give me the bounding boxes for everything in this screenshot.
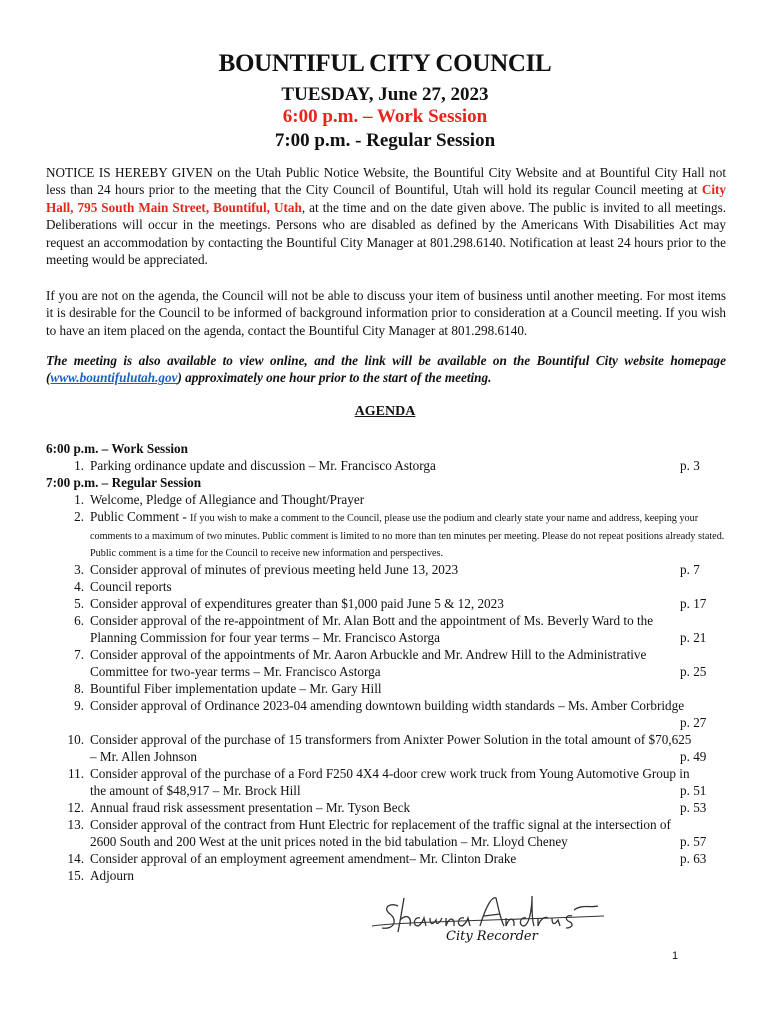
agenda-item-public-comment: 2. Public Comment - If you wish to make a comment to the Council, please use the podium and clearly state your name and address, keeping your comments to a maximum of two minutes. Public comment is limited to no more than ten minutes per meeting. Please do not repeat positions already stated. Public comment is a time for the Council to receive new information and perspectives. bbox=[74, 509, 725, 559]
city-website-link[interactable]: www.bountifulutah.gov bbox=[50, 370, 178, 386]
agenda-item: 1. Parking ordinance update and discussion – Mr. Francisco Astorga p. 3 bbox=[74, 458, 700, 473]
agenda-item: 10. Consider approval of the purchase of 15 transformers from Anixter Power Solution in the total amount of $70,625 – Mr. Allen Johnson p. 49 bbox=[67, 731, 707, 764]
agenda-item: 8. Bountiful Fiber implementation update – Mr. Gary Hill bbox=[74, 680, 382, 696]
public-notice-paragraph bbox=[46, 164, 726, 268]
meeting-location: City Hall, 795 South Main Street, Bountiful, Utah bbox=[46, 182, 726, 215]
regular-session-time: 7:00 p.m. - Regular Session bbox=[274, 130, 496, 151]
agenda-item: 5. Consider approval of expenditures greater than $1,000 paid June 5 & 12, 2023 p. 17 bbox=[74, 595, 707, 611]
meeting-date: TUESDAY, June 27, 2023 bbox=[281, 84, 489, 105]
agenda-item: 12. Annual fraud risk assessment presentation – Mr. Tyson Beck p. 53 bbox=[67, 799, 707, 815]
work-session-time: 6:00 p.m. – Work Session bbox=[282, 106, 488, 127]
online-text-1: The meeting is also available to view online, and the link will be available on the Bountiful City website homepage ( bbox=[46, 353, 726, 386]
city-recorder-label: City Recorder bbox=[446, 929, 538, 944]
agenda-item: 13. Consider approval of the contract from Hunt Electric for replacement of the traffic signal at the intersection of 2600 South and 200 West at the unit prices noted in the bid tabulation – Mr. Lloyd Cheney p. 57 bbox=[67, 816, 707, 849]
notice-text-1: NOTICE IS HEREBY GIVEN on the Utah Public Notice Website, the Bountiful City Website and at Bountiful City Hall not less than 24 hours prior to the meeting that the City Council of Bountiful, Utah will hold its regular Council meeting at bbox=[46, 165, 726, 198]
online-viewing-paragraph bbox=[46, 352, 726, 387]
agenda-request-paragraph: If you are not on the agenda, the Council will not be able to discuss your item of business until another meeting. For most items it is desirable for the Council to be informed of background information prior to consideration at a Council meeting. If you wish to have an item placed on the agenda, contact the Bountiful City Manager at 801.298.6140. bbox=[46, 288, 726, 338]
notice-text-2: , at the time and on the date given above. The public is invited to all meetings. Deliberations will occur in the meetings. Persons who are disabled as defined by the Americans With Disabilities Act may request an accommodation by contacting the Bountiful City Manager at 801.298.6140. Notification at least 24 hours prior to the meeting would be appreciated. bbox=[46, 199, 726, 268]
agenda-heading: AGENDA bbox=[354, 404, 416, 419]
agenda-item: 11. Consider approval of the purchase of a Ford F250 4X4 4-door crew work truck from Young Automotive Group in the amount of $48,917 – Mr. Brock Hill p. 51 bbox=[68, 765, 707, 798]
work-session-label: 6:00 p.m. – Work Session bbox=[46, 441, 188, 456]
agenda-item: 6. Consider approval of the re-appointment of Mr. Alan Bott and the appointment of Ms. Beverly Ward to the Planning Commission for four year terms – Mr. Francisco Astorga p. 21 bbox=[74, 612, 707, 645]
agenda-list bbox=[46, 440, 728, 884]
agenda-item: 9. Consider approval of Ordinance 2023-04 amending downtown building width standards – Ms. Amber Corbridge p. 27 bbox=[74, 697, 707, 730]
public-comment-note: If you wish to make a comment to the Council, please use the podium and clearly state your name and address, keeping your comments to a maximum of two minutes. Public comment is limited to no more than ten minutes per meeting. Please do not repeat positions already stated. Public comment is a time for the Council to receive new information and perspectives. bbox=[90, 513, 725, 559]
agenda-item: 1. Welcome, Pledge of Allegiance and Thought/Prayer bbox=[74, 492, 365, 507]
handwritten-signature bbox=[368, 886, 608, 956]
agenda-item: 3. Consider approval of minutes of previous meeting held June 13, 2023 p. 7 bbox=[74, 561, 700, 577]
agenda-item: 14. Consider approval of an employment agreement amendment– Mr. Clinton Drake p. 63 bbox=[67, 850, 707, 866]
page-number: 1 bbox=[672, 950, 679, 962]
online-text-2: ) approximately one hour prior to the start of the meeting. bbox=[177, 370, 492, 386]
agenda-item: 4. Council reports bbox=[74, 578, 172, 594]
council-title: BOUNTIFUL CITY COUNCIL bbox=[218, 50, 552, 77]
agenda-item: 7. Consider approval of the appointments of Mr. Aaron Arbuckle and Mr. Andrew Hill to the Administrative Committee for two-year terms – Mr. Francisco Astorga p. 25 bbox=[74, 646, 707, 679]
regular-session-label: 7:00 p.m. – Regular Session bbox=[46, 475, 202, 490]
agenda-item: 15. Adjourn bbox=[67, 867, 134, 883]
